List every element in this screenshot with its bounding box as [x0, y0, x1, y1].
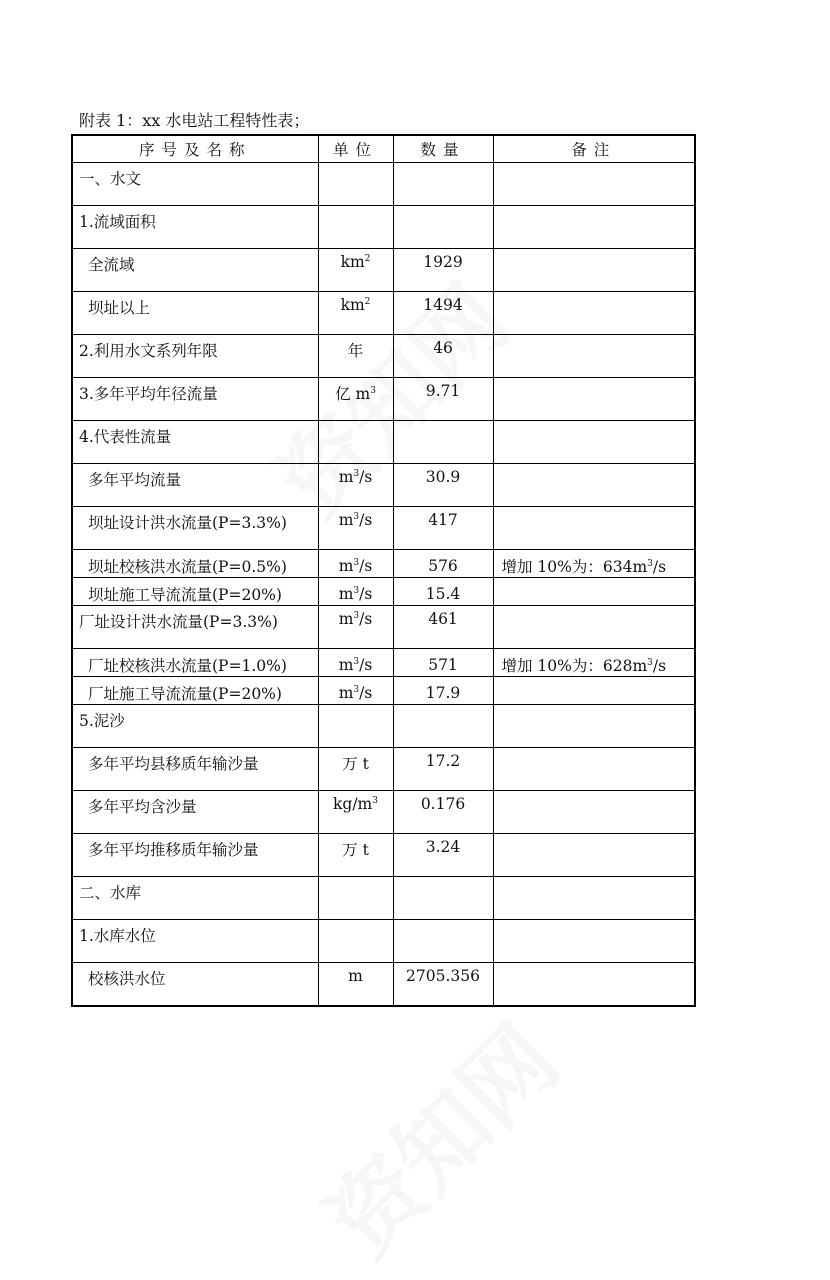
cell-quantity: [393, 578, 493, 606]
table-row: [72, 335, 695, 378]
table-header-row: [72, 135, 695, 163]
column-header-note: 备注: [493, 135, 695, 163]
cell-unit: [318, 705, 393, 748]
unit-base: m: [338, 655, 354, 674]
cell-note: [493, 920, 695, 963]
item-name: 多年平均推移质年输沙量: [88, 841, 259, 859]
cell-quantity: [393, 206, 493, 249]
cell-unit: [318, 748, 393, 791]
cell-note: [493, 464, 695, 507]
table-row: [72, 963, 695, 1007]
cell-unit: [318, 834, 393, 877]
unit-base: 万 t: [342, 841, 369, 859]
table-row: [72, 292, 695, 335]
item-name: 坝址以上: [88, 299, 151, 317]
item-name: 校核洪水位: [88, 970, 166, 988]
table-row: [72, 877, 695, 920]
cell-unit: [318, 920, 393, 963]
cell-note: [493, 335, 695, 378]
unit-superscript: 2: [364, 254, 371, 264]
unit-text: [319, 963, 393, 985]
unit-superscript: 3: [370, 386, 376, 396]
unit-base: 年: [347, 342, 364, 360]
cell-quantity: [393, 649, 493, 677]
cell-quantity: [393, 378, 493, 421]
unit-base: m: [338, 584, 354, 603]
quantity-value: 9.71: [425, 382, 461, 400]
cell-note: [493, 163, 695, 206]
item-name: 厂址施工导流流量(P=20%): [88, 684, 282, 703]
unit-text: [319, 581, 393, 603]
cell-note: [493, 421, 695, 464]
unit-tail: /s: [359, 556, 373, 575]
unit-base: 亿 m: [335, 385, 371, 403]
quantity-value: [394, 163, 493, 167]
quantity-value: 576: [428, 556, 458, 575]
item-name: 多年平均流量: [88, 471, 182, 489]
quantity-value: 417: [428, 511, 458, 529]
cell-note: [493, 677, 695, 705]
table-row: [72, 606, 695, 649]
cell-unit: [318, 550, 393, 578]
cell-unit: [318, 249, 393, 292]
cell-name: [72, 791, 318, 834]
unit-superscript: 3: [353, 512, 360, 522]
cell-unit: [318, 421, 393, 464]
note-text: [494, 206, 695, 210]
table-row: [72, 834, 695, 877]
cell-unit: [318, 791, 393, 834]
note-text: [494, 292, 695, 296]
unit-text: [319, 163, 393, 167]
table-row: [72, 550, 695, 578]
cell-unit: [318, 963, 393, 1007]
quantity-value: 0.176: [420, 795, 466, 813]
cell-quantity: [393, 606, 493, 649]
unit-text: [319, 920, 393, 924]
unit-text: [319, 791, 393, 813]
cell-unit: [318, 877, 393, 920]
cell-name: [72, 748, 318, 791]
note-text: [494, 748, 695, 752]
cell-note: [493, 963, 695, 1007]
note-text: [494, 650, 695, 676]
cell-note: [493, 378, 695, 421]
note-text: [494, 590, 695, 594]
quantity-value: 17.9: [425, 683, 461, 702]
note-text: [494, 464, 695, 468]
table-row: [72, 705, 695, 748]
unit-tail: /s: [359, 610, 373, 628]
watermark: [294, 992, 583, 1280]
table-row: [72, 421, 695, 464]
column-header-quantity: 数量: [393, 135, 493, 163]
unit-text: [319, 421, 393, 425]
cell-name: [72, 292, 318, 335]
cell-note: [493, 292, 695, 335]
note-text: [494, 920, 695, 924]
table-row: [72, 163, 695, 206]
unit-superscript: 2: [364, 297, 371, 307]
note-tail: /s: [652, 656, 667, 675]
cell-quantity: [393, 705, 493, 748]
note-base: 增加 10%为：634m: [501, 557, 648, 576]
item-name: 一、水文: [79, 170, 142, 188]
item-name: 坝址设计洪水流量(P=3.3%): [88, 514, 287, 532]
unit-tail: /s: [359, 511, 373, 529]
unit-text: [319, 877, 393, 881]
unit-base: m: [348, 967, 363, 985]
unit-tail: /s: [359, 584, 373, 603]
cell-quantity: [393, 920, 493, 963]
cell-name: [72, 920, 318, 963]
quantity-value: 30.9: [425, 468, 461, 486]
unit-text: [319, 705, 393, 709]
cell-note: [493, 834, 695, 877]
item-name: 5.泥沙: [79, 712, 125, 730]
cell-unit: [318, 649, 393, 677]
unit-text: [319, 378, 393, 404]
cell-name: [72, 335, 318, 378]
table-row: [72, 578, 695, 606]
cell-unit: [318, 464, 393, 507]
note-text: [494, 163, 695, 167]
column-header-name: 序号及名称: [72, 135, 318, 163]
unit-base: kg/m: [333, 795, 373, 813]
cell-quantity: [393, 748, 493, 791]
unit-superscript: 3: [353, 656, 360, 667]
cell-quantity: [393, 163, 493, 206]
cell-quantity: [393, 335, 493, 378]
cell-name: [72, 550, 318, 578]
unit-text: [319, 834, 393, 860]
cell-name: [72, 649, 318, 677]
note-base: 增加 10%为：628m: [501, 656, 648, 675]
cell-note: [493, 578, 695, 606]
cell-name: [72, 163, 318, 206]
cell-name: [72, 834, 318, 877]
cell-quantity: [393, 877, 493, 920]
item-name: 坝址施工导流流量(P=20%): [88, 585, 282, 604]
unit-text: [319, 292, 393, 314]
cell-unit: [318, 677, 393, 705]
cell-note: [493, 748, 695, 791]
unit-tail: /s: [359, 683, 373, 702]
unit-superscript: 3: [353, 611, 360, 621]
cell-unit: [318, 335, 393, 378]
note-text: [494, 249, 695, 253]
cell-name: [72, 963, 318, 1007]
unit-text: [319, 249, 393, 271]
note-text: [494, 421, 695, 425]
cell-unit: [318, 606, 393, 649]
note-text: [494, 551, 695, 577]
unit-base: km: [340, 296, 365, 314]
cell-quantity: [393, 249, 493, 292]
specification-table: [71, 134, 696, 1007]
item-name: 二、水库: [79, 884, 142, 902]
table-row: [72, 464, 695, 507]
unit-base: km: [340, 253, 365, 271]
unit-text: [319, 553, 393, 575]
item-name: 多年平均含沙量: [88, 798, 197, 816]
table-row: [72, 677, 695, 705]
column-header-unit: 单位: [318, 135, 393, 163]
unit-text: [319, 680, 393, 702]
quantity-value: [394, 920, 493, 924]
quantity-value: [394, 206, 493, 210]
cell-note: [493, 249, 695, 292]
quantity-value: 461: [428, 610, 458, 628]
cell-unit: [318, 507, 393, 550]
unit-superscript: 3: [353, 557, 360, 568]
cell-quantity: [393, 791, 493, 834]
cell-unit: [318, 292, 393, 335]
item-name: 厂址设计洪水流量(P=3.3%): [79, 613, 278, 631]
unit-text: [319, 335, 393, 361]
unit-text: [319, 748, 393, 774]
unit-tail: /s: [359, 468, 373, 486]
table-row: [72, 249, 695, 292]
cell-note: [493, 705, 695, 748]
note-text: [494, 834, 695, 838]
unit-superscript: 3: [372, 796, 378, 806]
quantity-value: 571: [428, 655, 458, 674]
table-row: [72, 507, 695, 550]
cell-name: [72, 606, 318, 649]
cell-quantity: [393, 421, 493, 464]
unit-base: m: [338, 610, 354, 628]
note-text: [494, 606, 695, 610]
unit-superscript: 3: [353, 585, 360, 596]
quantity-value: 15.4: [425, 584, 461, 603]
note-text: [494, 335, 695, 339]
quantity-value: 17.2: [425, 752, 461, 770]
unit-tail: /s: [359, 655, 373, 674]
unit-text: [319, 507, 393, 529]
cell-quantity: [393, 464, 493, 507]
cell-quantity: [393, 292, 493, 335]
cell-quantity: [393, 834, 493, 877]
item-name: 多年平均县移质年输沙量: [88, 755, 259, 773]
table-row: [72, 748, 695, 791]
cell-name: [72, 206, 318, 249]
unit-base: 万 t: [342, 755, 369, 773]
note-superscript: 3: [647, 558, 653, 569]
item-name: 1.水库水位: [79, 927, 156, 945]
item-name: 3.多年平均年径流量: [79, 385, 218, 403]
cell-name: [72, 378, 318, 421]
note-superscript: 3: [647, 657, 653, 668]
note-text: [494, 378, 695, 382]
cell-name: [72, 705, 318, 748]
note-text: [494, 705, 695, 709]
cell-quantity: [393, 677, 493, 705]
cell-name: [72, 421, 318, 464]
quantity-value: 2705.356: [406, 967, 480, 985]
unit-base: m: [338, 683, 354, 702]
cell-quantity: [393, 963, 493, 1007]
unit-base: m: [338, 468, 354, 486]
cell-note: [493, 649, 695, 677]
cell-unit: [318, 578, 393, 606]
cell-unit: [318, 206, 393, 249]
quantity-value: [394, 705, 493, 709]
item-name: 厂址校核洪水流量(P=1.0%): [88, 656, 287, 675]
unit-text: [319, 652, 393, 674]
cell-name: [72, 877, 318, 920]
unit-base: m: [338, 556, 354, 575]
unit-superscript: 3: [353, 684, 360, 695]
note-text: [494, 507, 695, 511]
cell-note: [493, 877, 695, 920]
unit-text: [319, 206, 393, 210]
cell-unit: [318, 378, 393, 421]
item-name: 4.代表性流量: [79, 428, 172, 446]
item-name: 1.流域面积: [79, 213, 156, 231]
cell-name: [72, 677, 318, 705]
cell-name: [72, 249, 318, 292]
cell-unit: [318, 163, 393, 206]
quantity-value: 1929: [423, 253, 463, 271]
quantity-value: [394, 877, 493, 881]
cell-name: [72, 507, 318, 550]
quantity-value: [394, 421, 493, 425]
unit-text: [319, 464, 393, 486]
cell-quantity: [393, 550, 493, 578]
note-text: [494, 689, 695, 693]
unit-superscript: 3: [353, 469, 360, 479]
unit-text: [319, 606, 393, 628]
table-row: [72, 649, 695, 677]
table-caption: 附表 1：xx 水电站工程特性表；: [79, 111, 310, 130]
unit-base: m: [338, 511, 354, 529]
cell-name: [72, 578, 318, 606]
note-tail: /s: [652, 557, 667, 576]
cell-quantity: [393, 507, 493, 550]
item-name: 坝址校核洪水流量(P=0.5%): [88, 557, 287, 576]
quantity-value: 46: [433, 339, 453, 357]
table-row: [72, 378, 695, 421]
table-body: [72, 163, 695, 1007]
cell-note: [493, 606, 695, 649]
item-name: 全流域: [88, 256, 135, 274]
quantity-value: 1494: [423, 296, 463, 314]
table-row: [72, 206, 695, 249]
note-text: [494, 963, 695, 967]
cell-note: [493, 206, 695, 249]
cell-note: [493, 550, 695, 578]
note-text: [494, 791, 695, 795]
item-name: 2.利用水文系列年限: [79, 342, 218, 360]
cell-name: [72, 464, 318, 507]
cell-note: [493, 507, 695, 550]
quantity-value: 3.24: [425, 838, 461, 856]
table-row: [72, 791, 695, 834]
cell-note: [493, 791, 695, 834]
table-row: [72, 920, 695, 963]
note-text: [494, 877, 695, 881]
